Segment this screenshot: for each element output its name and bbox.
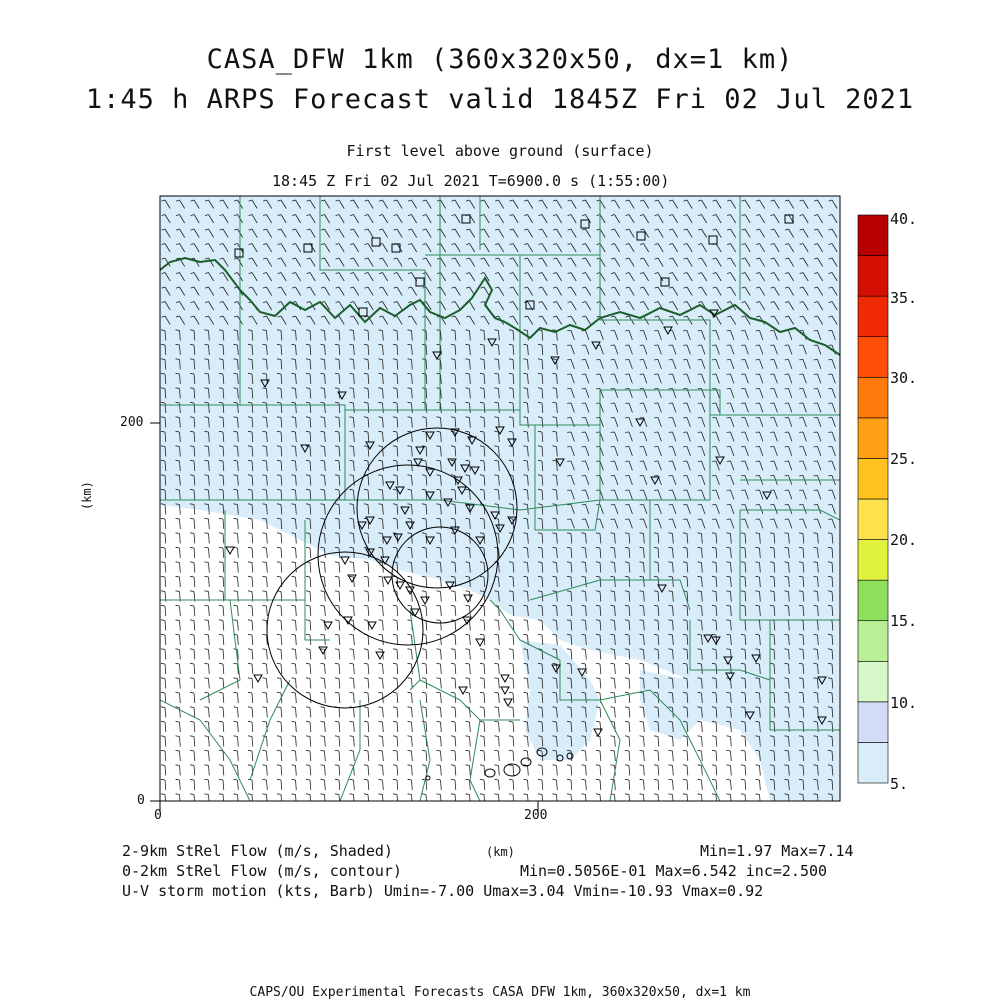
legend-shaded: 2-9km StRel Flow (m/s, Shaded): [122, 842, 393, 860]
station-triangle: [348, 575, 356, 582]
footer-credit: CAPS/OU Experimental Forecasts CASA DFW 1km, 360x320x50, dx=1 km: [249, 985, 751, 1000]
colorbar-label-30: 30.: [890, 369, 918, 387]
colorbar-box: [858, 621, 888, 662]
colorbar-label-35: 35.: [890, 289, 918, 307]
x-tick-0: 0: [154, 808, 162, 823]
shaded-flow-region: [160, 196, 840, 801]
colorbar-label-25: 25.: [890, 450, 918, 468]
colorbar-box: [858, 580, 888, 621]
colorbar-box: [858, 256, 888, 297]
colorbar-box: [858, 702, 888, 743]
legend-contour-range: Min=0.5056E-01 Max=6.542 inc=2.500: [520, 862, 828, 880]
station-triangle: [319, 647, 327, 654]
title-line-2: 1:45 h ARPS Forecast valid 1845Z Fri 02 Jul 2021: [85, 84, 915, 115]
station-triangle: [476, 639, 484, 646]
colorbar-box: [858, 296, 888, 337]
title-line-1: CASA_DFW 1km (360x320x50, dx=1 km): [206, 44, 794, 75]
x-tick-200: 200: [524, 808, 548, 823]
colorbar-label-15: 15.: [890, 612, 918, 630]
station-triangle: [501, 675, 509, 682]
legend-contour: 0-2km StRel Flow (m/s, contour): [122, 862, 402, 880]
colorbar-label-20: 20.: [890, 531, 918, 549]
colorbar-box: [858, 377, 888, 418]
colorbar-box: [858, 540, 888, 581]
legend-barbs: U-V storm motion (kts, Barb) Umin=-7.00 Umax=3.04 Vmin=-10.93 Vmax=0.92: [122, 882, 764, 900]
station-triangle: [384, 577, 392, 584]
station-triangle: [501, 687, 509, 694]
colorbar-box: [858, 458, 888, 499]
y-axis-label: (km): [80, 481, 94, 510]
subtitle: First level above ground (surface): [346, 142, 654, 160]
colorbar-box: [858, 661, 888, 702]
y-tick-200: 200: [120, 415, 144, 430]
colorbar-box: [858, 742, 888, 783]
valid-time: 18:45 Z Fri 02 Jul 2021 T=6900.0 s (1:55:00): [272, 172, 670, 190]
station-triangle: [226, 547, 234, 554]
station-triangle: [504, 699, 512, 706]
colorbar: [858, 215, 888, 783]
station-triangle: [421, 597, 429, 604]
colorbar-box: [858, 337, 888, 378]
colorbar-label-10: 10.: [890, 694, 918, 712]
colorbar-box: [858, 418, 888, 459]
station-triangle: [254, 675, 262, 682]
station-triangle: [459, 687, 467, 694]
station-triangle: [344, 617, 352, 624]
station-triangle: [341, 557, 349, 564]
colorbar-label-5: 5.: [890, 775, 909, 793]
station-triangle: [464, 595, 472, 602]
colorbar-box: [858, 215, 888, 256]
colorbar-label-40: 40.: [890, 210, 918, 228]
legend-shaded-range: Min=1.97 Max=7.14: [700, 842, 854, 860]
colorbar-box: [858, 499, 888, 540]
x-axis-label: (km): [486, 845, 515, 859]
y-tick-0: 0: [137, 793, 145, 808]
station-triangle: [368, 622, 376, 629]
